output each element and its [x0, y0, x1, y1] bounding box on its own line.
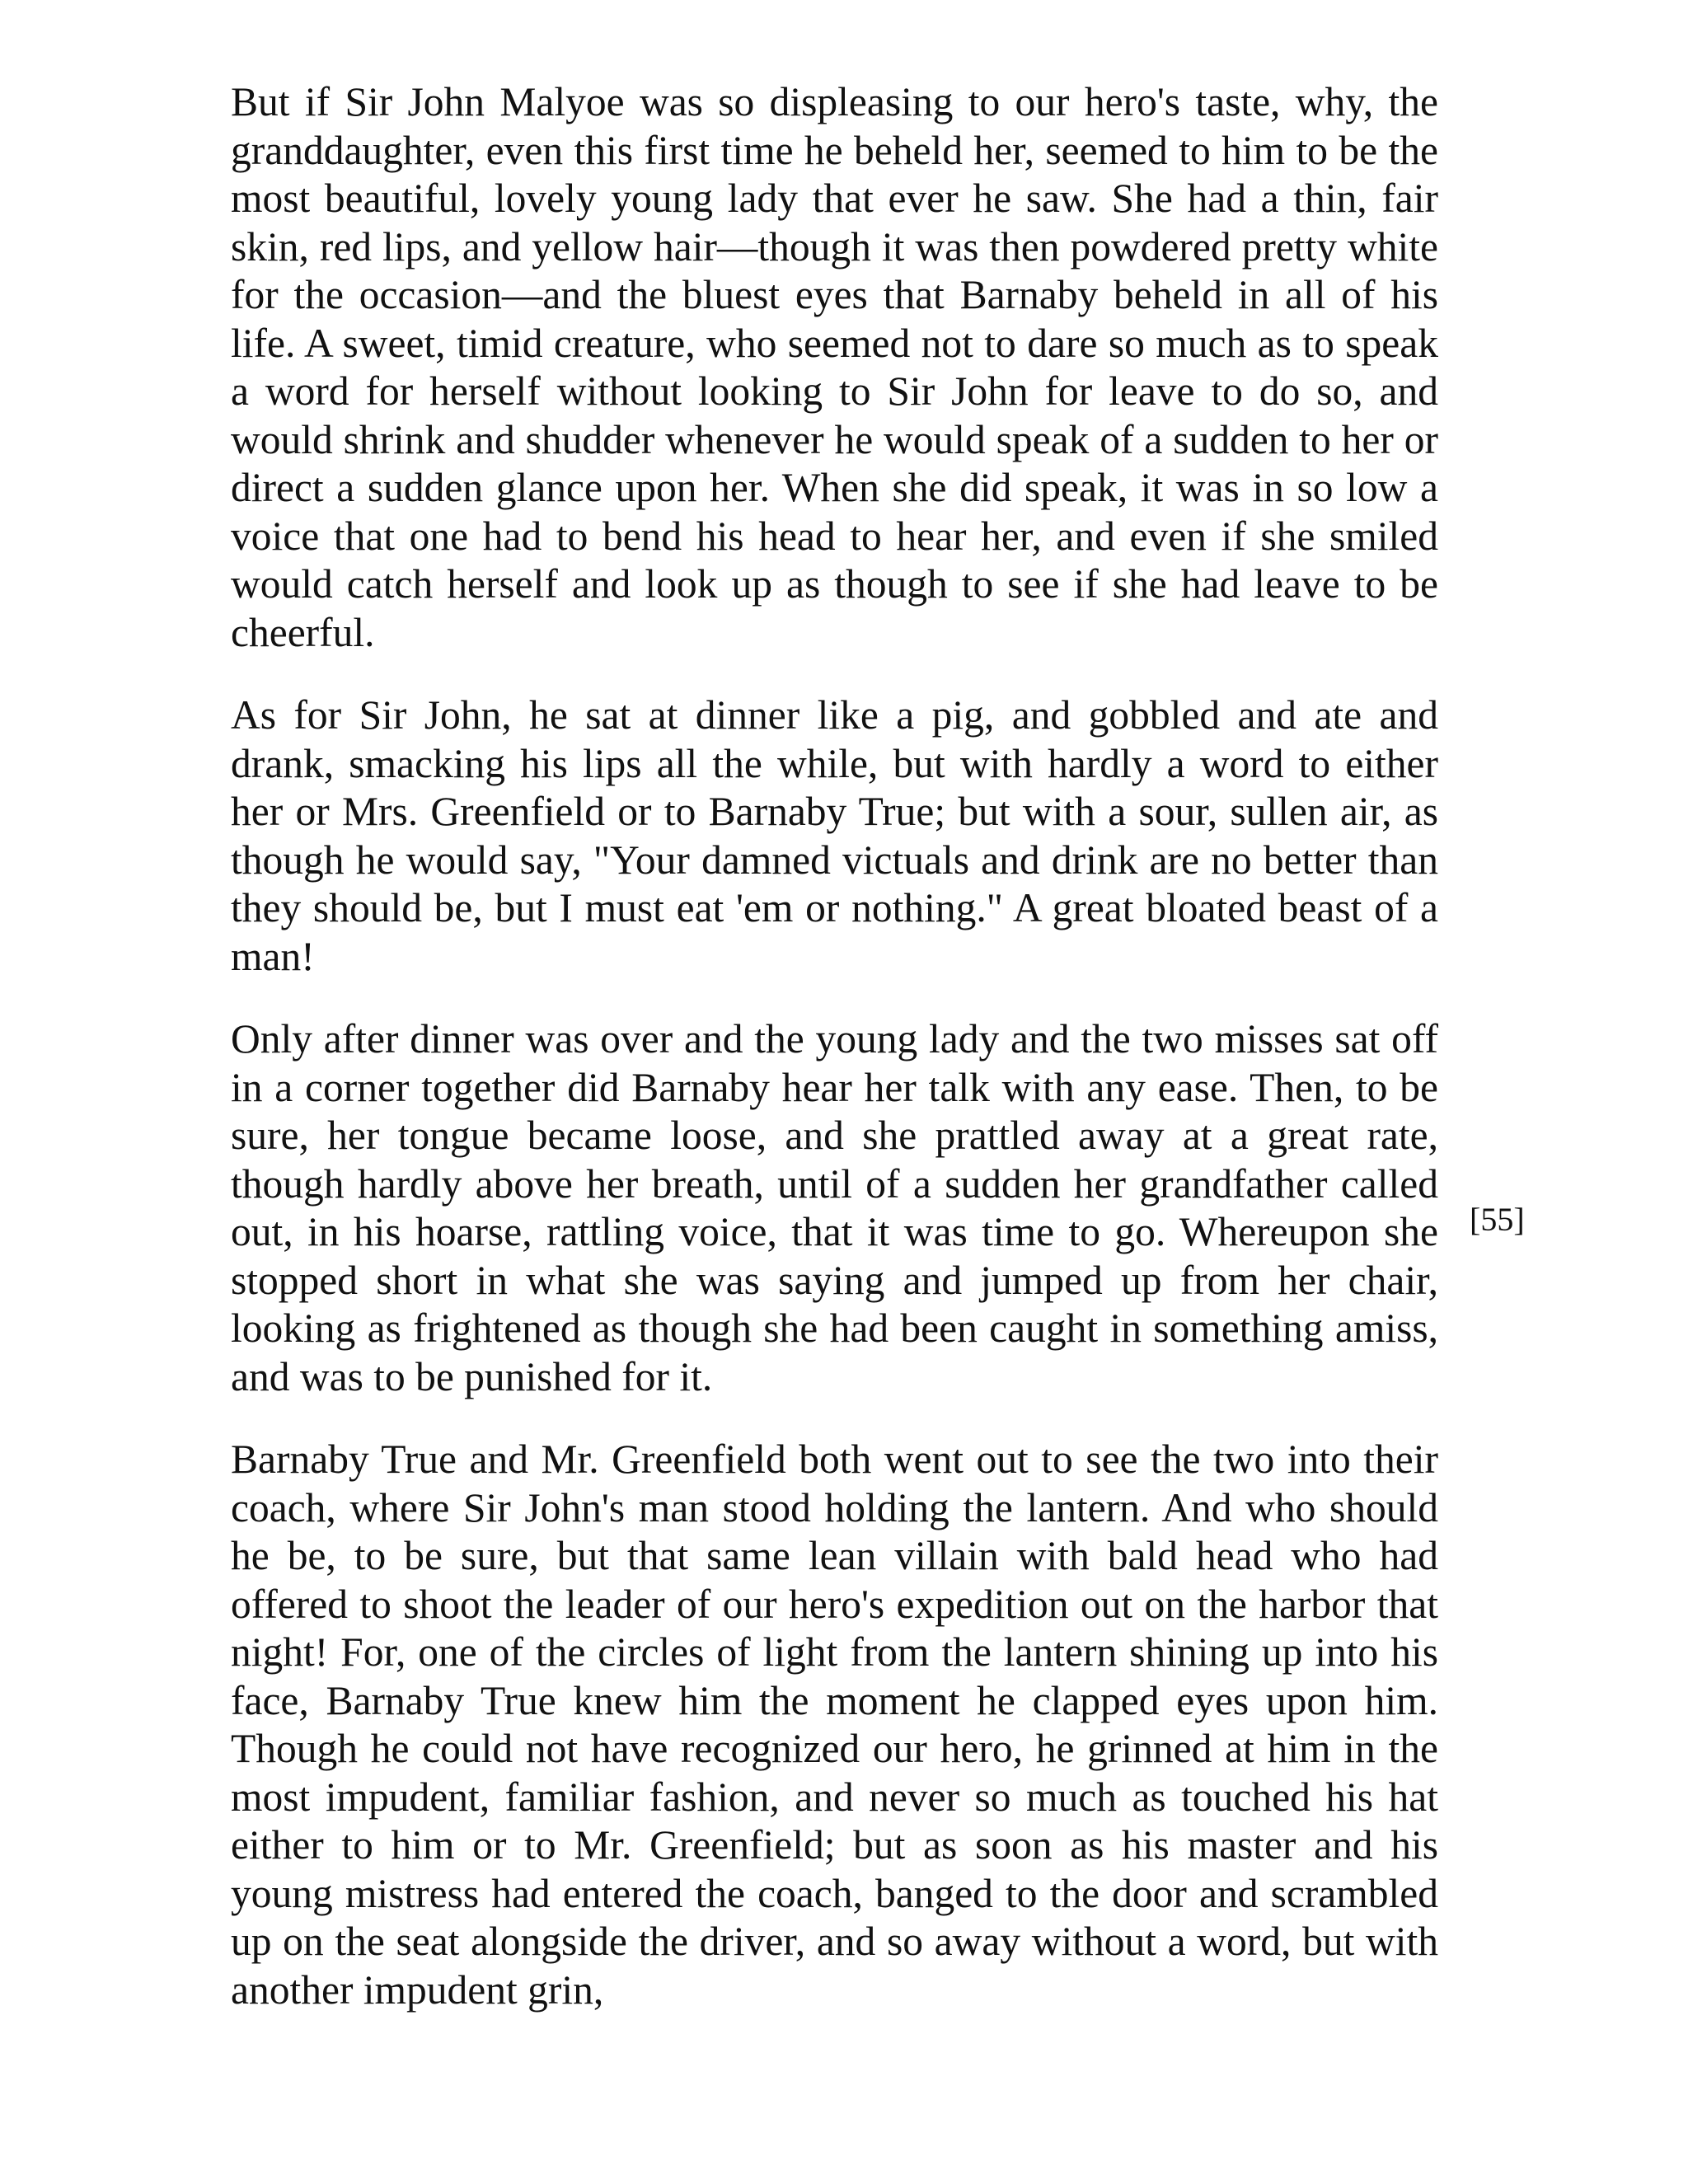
paragraph-3: Only after dinner was over and the young lady and the two misses sat off in a corner together did Barnaby hear her talk with any ease. Then, to be sure, her tongue became loose, and she prattled away at a great rate, though hardly above her breath, until of a sudden her grandfather called out, in his hoarse, rattling voice, that it was time to go. Whereupon she stopped short in what she was saying and jumped up from her chair, looking as frightened as though she had been caught in something amiss, and was to be punished for it. [231, 1016, 1438, 1399]
page-number: [55] [1470, 1201, 1525, 1238]
page-body [231, 78, 1438, 2049]
paragraph-1: But if Sir John Malyoe was so displeasing to our hero's taste, why, the granddaughter, even this first time he beheld her, seemed to him to be the most beautiful, lovely young lady that ever he saw. She had a thin, fair skin, red lips, and yellow hair—though it was then powdered pretty white for the occasion—and the bluest eyes that Barnaby beheld in all of his life. A sweet, timid creature, who seemed not to dare so much as to speak a word for herself without looking to Sir John for leave to do so, and would shrink and shudder whenever he would speak of a sudden to her or direct a sudden glance upon her. When she did speak, it was in so low a voice that one had to bend his head to hear her, and even if she smiled would catch herself and look up as though to see if she had leave to be cheerful. [231, 79, 1438, 655]
paragraph-4: Barnaby True and Mr. Greenfield both went out to see the two into their coach, where Sir John's man stood holding the lantern. And who should he be, to be sure, but that same lean villain with bald head who had offered to shoot the leader of our hero's expedition out on the harbor that night! For, one of the circles of light from the lantern shining up into his face, Barnaby True knew him the moment he clapped eyes upon him. Though he could not have recognized our hero, he grinned at him in the most impudent, familiar fashion, and never so much as touched his hat either to him or to Mr. Greenfield; but as soon as his master and his young mistress had entered the coach, banged to the door and scrambled up on the seat alongside the driver, and so away without a word, but with another impudent grin, [231, 1436, 1438, 2013]
paragraph-2: As for Sir John, he sat at dinner like a pig, and gobbled and ate and drank, smacking his lips all the while, but with hardly a word to either her or Mrs. Greenfield or to Barnaby True; but with a sour, sullen air, as though he would say, "Your damned victuals and drink are no better than they should be, but I must eat 'em or nothing." A great bloated beast of a man! [231, 692, 1438, 979]
